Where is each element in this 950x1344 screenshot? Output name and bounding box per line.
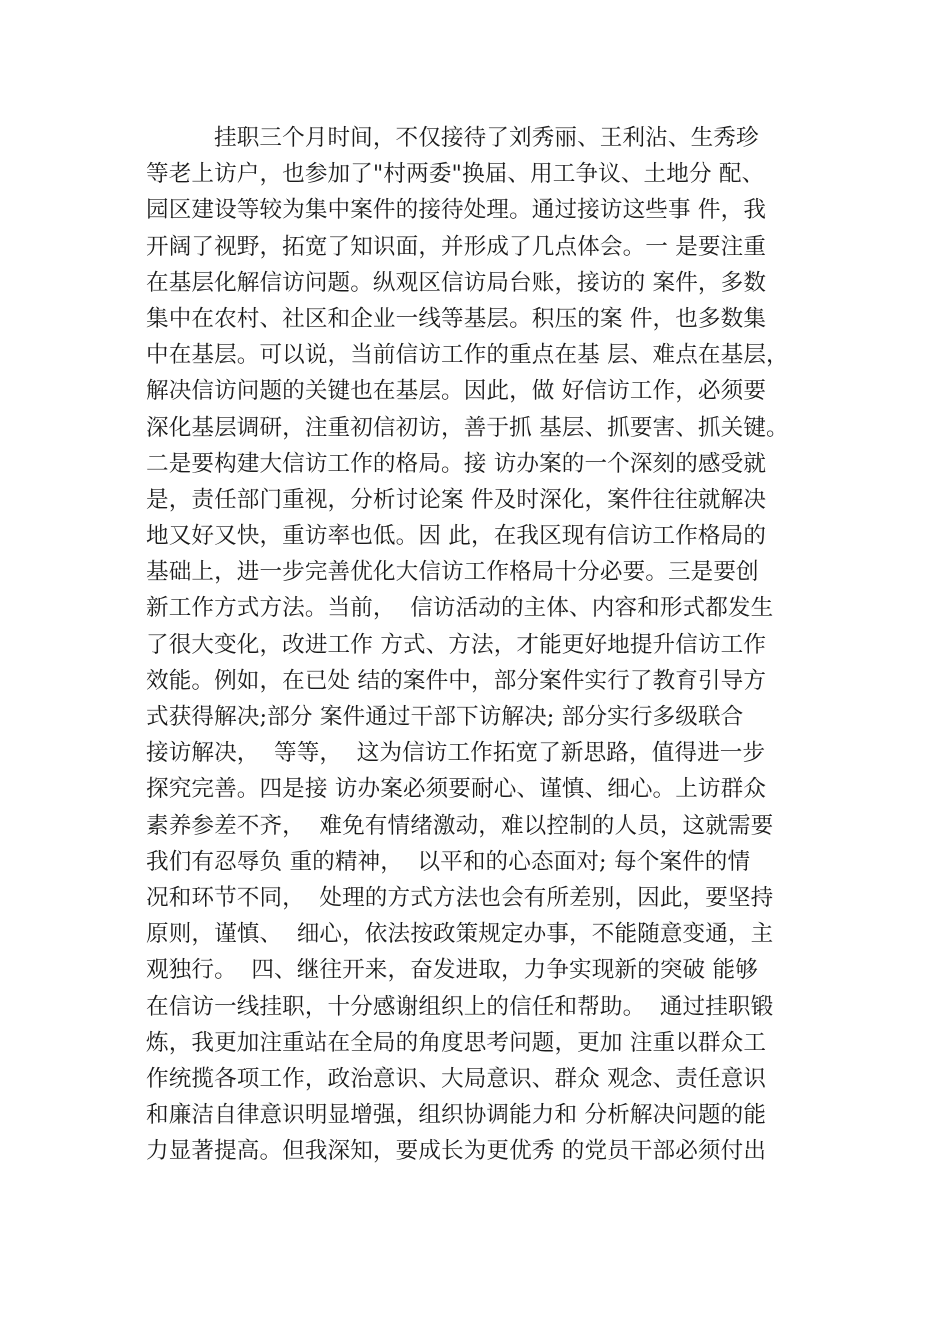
- text-line: 新工作方式方法。当前， 信访活动的主体、内容和形式都发生: [146, 595, 774, 622]
- text-line: 等老上访户，也参加了"村两委"换届、用工争议、土地分 配、: [146, 161, 765, 188]
- text-line: 基础上，进一步完善优化大信访工作格局十分必要。三是要创: [146, 559, 759, 586]
- text-line: 是，责任部门重视，分析讨论案 件及时深化，案件往往就解决: [146, 486, 767, 513]
- text-line: 式获得解决;部分 案件通过干部下访解决; 部分实行多级联合: [146, 704, 744, 730]
- text-line: 作统揽各项工作，政治意识、大局意识、群众 观念、责任意识: [146, 1065, 767, 1092]
- text-line: 挂职三个月时间，不仅接待了刘秀丽、王利沾、生秀珍: [214, 125, 759, 151]
- text-line: 况和环节不同， 处理的方式方法也会有所差别，因此，要坚持: [146, 884, 774, 911]
- text-line: 探究完善。四是接 访办案必须要耐心、谨慎、细心。上访群众: [146, 776, 767, 803]
- text-line: 效能。例如，在已处 结的案件中，部分案件实行了教育引导方: [146, 667, 767, 694]
- text-line: 素养参差不齐， 难免有情绪激动，难以控制的人员，这就需要: [146, 812, 774, 839]
- text-line: 园区建设等较为集中案件的接待处理。通过接访这些事 件，我: [146, 197, 767, 224]
- text-line: 二是要构建大信访工作的格局。接 访办案的一个深刻的感受就: [146, 450, 767, 477]
- text-line: 中在基层。可以说，当前信访工作的重点在基 层、难点在基层，: [146, 342, 789, 369]
- text-line: 了很大变化，改进工作 方式、方法，才能更好地提升信访工作: [146, 631, 767, 658]
- text-line: 炼，我更加注重站在全局的角度思考问题，更加 注重以群众工: [146, 1029, 767, 1056]
- text-line: 集中在农村、社区和企业一线等基层。积压的案 件，也多数集: [146, 305, 767, 332]
- text-line: 地又好又快，重访率也低。因 此，在我区现有信访工作格局的: [146, 523, 767, 550]
- text-line: 解决信访问题的关键也在基层。因此，做 好信访工作，必须要: [146, 378, 767, 405]
- text-line: 接访解决， 等等， 这为信访工作拓宽了新思路，值得进一步: [146, 740, 766, 767]
- document-body: [146, 120, 816, 1169]
- text-line: 深化基层调研，注重初信初访，善于抓 基层、抓要害、抓关键。: [146, 414, 789, 441]
- text-line: 和廉洁自律意识明显增强，组织协调能力和 分析解决问题的能: [146, 1102, 767, 1129]
- text-line: 观独行。 四、继往开来，奋发进取，力争实现新的突破 能够: [146, 957, 758, 984]
- text-line: 力显著提高。但我深知，要成长为更优秀 的党员干部必须付出: [146, 1138, 767, 1165]
- text-line: 原则，谨慎、 细心，依法按政策规定办事，不能随意变通，主: [146, 921, 774, 948]
- text-line: 开阔了视野，拓宽了知识面，并形成了几点体会。一 是要注重: [146, 233, 767, 260]
- text-line: 在信访一线挂职，十分感谢组织上的信任和帮助。 通过挂职锻: [146, 993, 774, 1020]
- text-line: 在基层化解信访问题。纵观区信访局台账，接访的 案件，多数: [146, 269, 767, 296]
- text-line: 我们有忍辱负 重的精神， 以平和的心态面对; 每个案件的情: [146, 848, 751, 875]
